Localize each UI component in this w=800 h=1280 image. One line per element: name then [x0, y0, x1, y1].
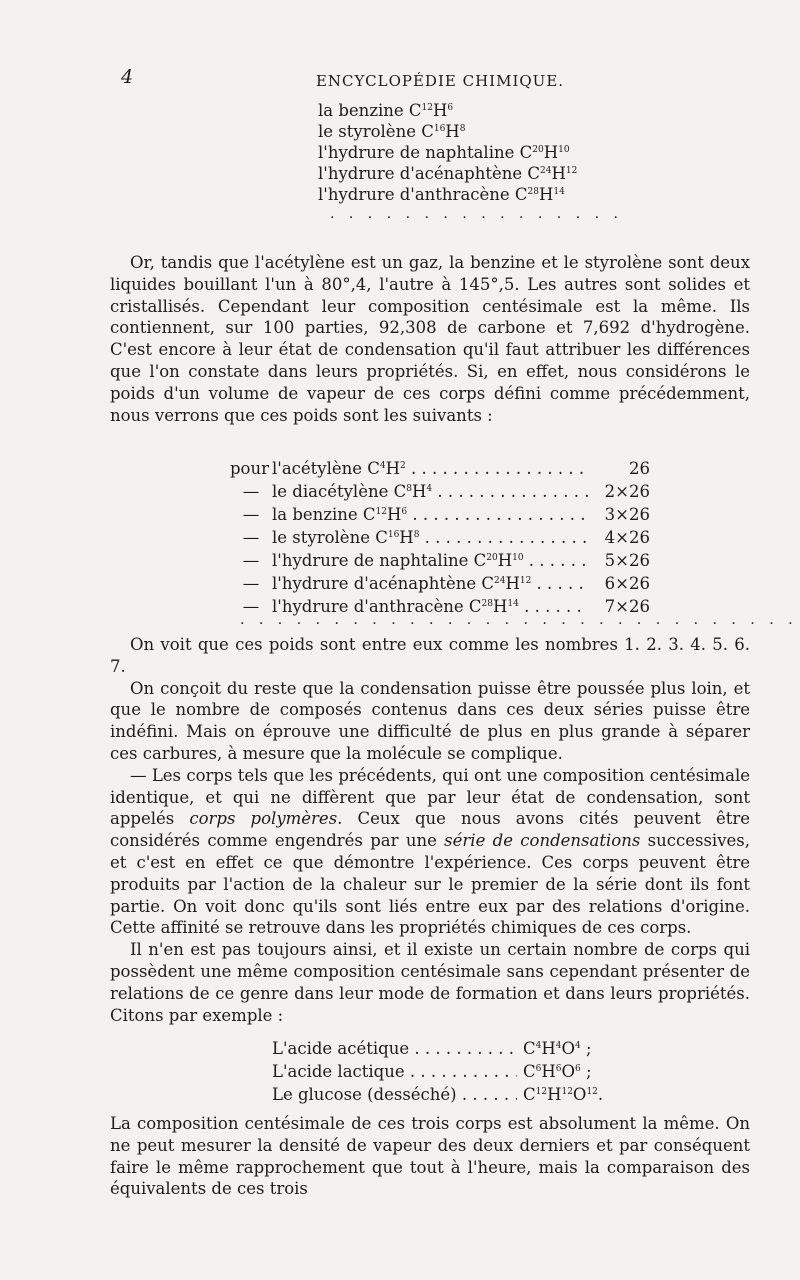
table-row: — l'hydrure d'anthracène $C^{28}H^{14}$ . . . 7×26 [230, 595, 650, 618]
list-item: l'hydrure d'acénaphtène $C^{24}H^{12}$ [318, 164, 578, 183]
paragraph-text: Or, tandis que l'acétylène est un gaz, la benzine et le styrolène sont deux liquides bouillant l'un à 80°,4, l'autre à 145°,5. Les autres sont solides et cristallisés. Cependant leur composition centésimale est la même. Ils contiennent, sur 100 parties, 92,308 de carbone et 7,692 d'hydrogène. C'est encore à leur état de condensation qu'il faut attribuer les différences que l'on constate dans leurs propriétés. Si, en effet, nous considérons le poids d'un volume de vapeur de ces corps défini comme précédemment, nous verrons que ces poids sont les suivants : [110, 253, 750, 425]
list-item: Le glucose (desséché) . . . $C^{12}H^{12}O^{12}$. [272, 1083, 732, 1106]
list-item: l'hydrure de naphtaline $C^{20}H^{10}$ [318, 143, 570, 162]
list-item: L'acide acétique . . . $C^4H^4O^4$ ; [272, 1037, 732, 1060]
list-item: L'acide lactique . . . $C^6H^6O^6$ ; [272, 1060, 732, 1083]
weights-table [230, 457, 650, 618]
ellipsis-divider: . . . . . . . . . . . . . . . . [330, 206, 623, 222]
table-row: — l'hydrure d'acénaphtène $C^{24}H^{12}$ . . . 6×26 [230, 572, 650, 595]
paragraph-text: La composition centésimale de ces trois corps est absolument la même. On ne peut mesurer la densité de vapeur des deux derniers et par conséquent faire le même rapprochement que tout à l'heure, mais la comparaison des équivalents de ces trois [110, 1114, 750, 1199]
paragraph [110, 634, 750, 1026]
paragraph [110, 1113, 750, 1200]
table-row: pour l'acétylène $C^4H^2$ . . . 26 [230, 457, 650, 480]
list-item: l'hydrure d'anthracène $C^{28}H^{14}$ [318, 185, 565, 204]
running-head-text: ENCYCLOPÉDIE CHIMIQUE. [315, 72, 565, 90]
table-row: — le diacétylène $C^8H^4$ . . . 2×26 [230, 480, 650, 503]
list-item: le styrolène $C^{16}H^8$ [318, 122, 466, 141]
table-row: — la benzine $C^{12}H^6$ . . . 3×26 [230, 503, 650, 526]
paragraph [110, 252, 750, 426]
page-number: 4 [121, 66, 134, 88]
paragraph-text: On voit que ces poids sont entre eux comme les nombres 1. 2. 3. 4. 5. 6. 7. [110, 635, 750, 676]
list-item: la benzine $C^{12}H^6$ [318, 101, 454, 120]
running-head [0, 72, 800, 90]
table-row: — le styrolène $C^{16}H^8$ . . . 4×26 [230, 526, 650, 549]
paragraph-text: Il n'en est pas toujours ainsi, et il existe un certain nombre de corps qui possèdent une même composition centésimale sans cependant présenter de relations de ce genre dans leur mode de formation et dans leurs propriétés. Citons par exemple : [110, 940, 750, 1025]
formula-list [318, 100, 577, 205]
acids-list [272, 1037, 732, 1106]
paragraph-text: — Les corps tels que les précédents, qui ont une composition centésimale identique, et qui ne diffèrent que par leur état de condensation, sont appelés corps polymères. Ceux que nous avons cités peuvent être considérés comme engendrés par une série de condensations successives, et c'est en effet ce que démontre l'expérience. Ces corps peuvent être produits par l'action de la chaleur sur le premier de la série dont ils font partie. On voit donc qu'ils sont liés entre eux par des relations d'origine. Cette affinité se retrouve dans les propriétés chimiques de ces corps. [110, 765, 750, 938]
paragraph-text: On conçoit du reste que la condensation puisse être poussée plus loin, et que le nombre de composés contenus dans ces deux séries puisse être indéfini. Mais on éprouve une difficulté de plus en plus grande à séparer ces carbures, à mesure que la molécule se complique. [110, 678, 750, 763]
table-row: — l'hydrure de naphtaline $C^{20}H^{10}$ . . . 5×26 [230, 549, 650, 572]
ellipsis-divider: . . . . . . . . . . . . . . . . . . . . . . . . . . . . . . [240, 612, 798, 628]
